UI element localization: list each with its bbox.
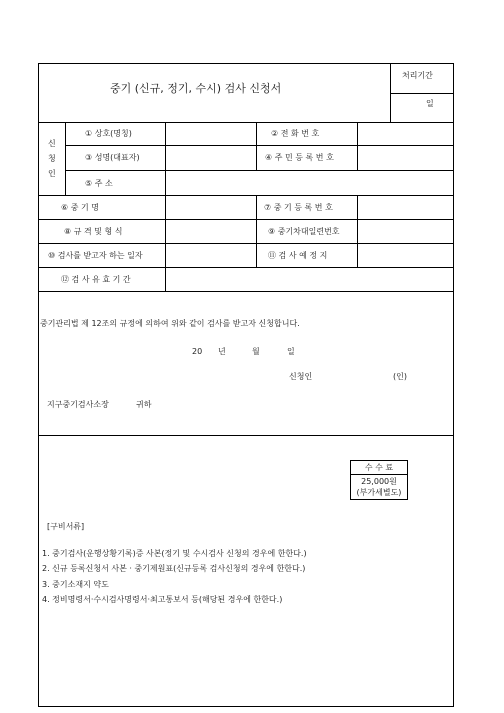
section-divider xyxy=(38,435,454,436)
applicant-label-2: 청 xyxy=(48,154,56,163)
row-line xyxy=(38,243,454,244)
row-line xyxy=(38,267,454,268)
label-address: ⑤ 주 소 xyxy=(85,179,113,188)
label-reg-no: ⑦ 중 기 등 록 번 호 xyxy=(264,203,333,212)
label-equipment: ⑥ 중 기 명 xyxy=(61,203,99,212)
docs-item-4: 4. 정비명령서·수시검사명령서·최고통보서 등(해당된 경우에 한한다.) xyxy=(42,595,283,604)
date-month: 월 xyxy=(252,347,260,356)
col-line xyxy=(357,122,358,170)
row-line xyxy=(65,170,454,171)
label-id-no: ④ 주 민 등 록 번 호 xyxy=(265,153,334,162)
addressee-honorific: 귀하 xyxy=(136,400,152,409)
applicant-label-3: 인 xyxy=(48,169,56,178)
docs-header: [구비서류] xyxy=(47,522,85,531)
label-validity: ⑫ 검 사 유 효 기 간 xyxy=(61,275,131,284)
row-line xyxy=(65,145,454,146)
col-line xyxy=(256,122,257,170)
label-spec: ⑧ 규 격 및 형 식 xyxy=(64,227,123,236)
row-line xyxy=(38,219,454,220)
processing-label: 처리기간 xyxy=(402,71,433,80)
label-desired-date: ⑩ 검사를 받고자 하는 일자 xyxy=(48,251,143,260)
statement-text: 중기관리법 제 12조의 규정에 의하여 위와 같이 검사를 받고자 신청합니다. xyxy=(40,319,300,328)
fee-amount: 25,000원 xyxy=(361,477,397,486)
fee-note: (부가세별도) xyxy=(356,488,402,497)
applicant-label-1: 신 xyxy=(48,139,56,148)
signature-seal: (인) xyxy=(393,372,407,381)
label-place: ⑪ 검 사 예 정 지 xyxy=(268,251,328,260)
fee-box-split xyxy=(350,474,408,475)
processing-split xyxy=(390,93,454,94)
date-year: 년 xyxy=(218,347,226,356)
processing-unit: 일 xyxy=(426,99,434,108)
label-phone: ② 전 화 번 호 xyxy=(271,129,320,138)
col-line xyxy=(357,195,358,267)
addressee-to: 지구중기검사소장 xyxy=(47,400,109,409)
docs-item-1: 1. 중기검사(운행상황기록)증 사본(정기 및 수시검사 신청의 경우에 한한다.) xyxy=(42,549,307,558)
title-bottom-line xyxy=(38,122,454,123)
row-line xyxy=(38,291,454,292)
date-year-prefix: 20 xyxy=(192,347,203,356)
date-day: 일 xyxy=(287,347,295,356)
signature-label: 신청인 xyxy=(289,372,313,381)
col-line xyxy=(256,195,257,267)
row-line xyxy=(38,195,454,196)
form-title: 중기 (신규, 정기, 수시) 검사 신청서 xyxy=(110,82,282,95)
label-name: ① 상호(명칭) xyxy=(85,129,132,138)
docs-item-2: 2. 신규 등록신청서 사본 · 중기제원표(신규등록 검사신청의 경우에 한한다.) xyxy=(42,564,306,573)
fee-header: 수 수 료 xyxy=(364,463,394,472)
col-line xyxy=(165,122,166,291)
col-line xyxy=(65,122,66,195)
label-chassis-no: ⑨ 중기차대일련번호 xyxy=(268,227,340,236)
docs-item-3: 3. 중기소재지 약도 xyxy=(42,580,109,589)
label-rep: ③ 성명(대표자) xyxy=(85,153,140,162)
